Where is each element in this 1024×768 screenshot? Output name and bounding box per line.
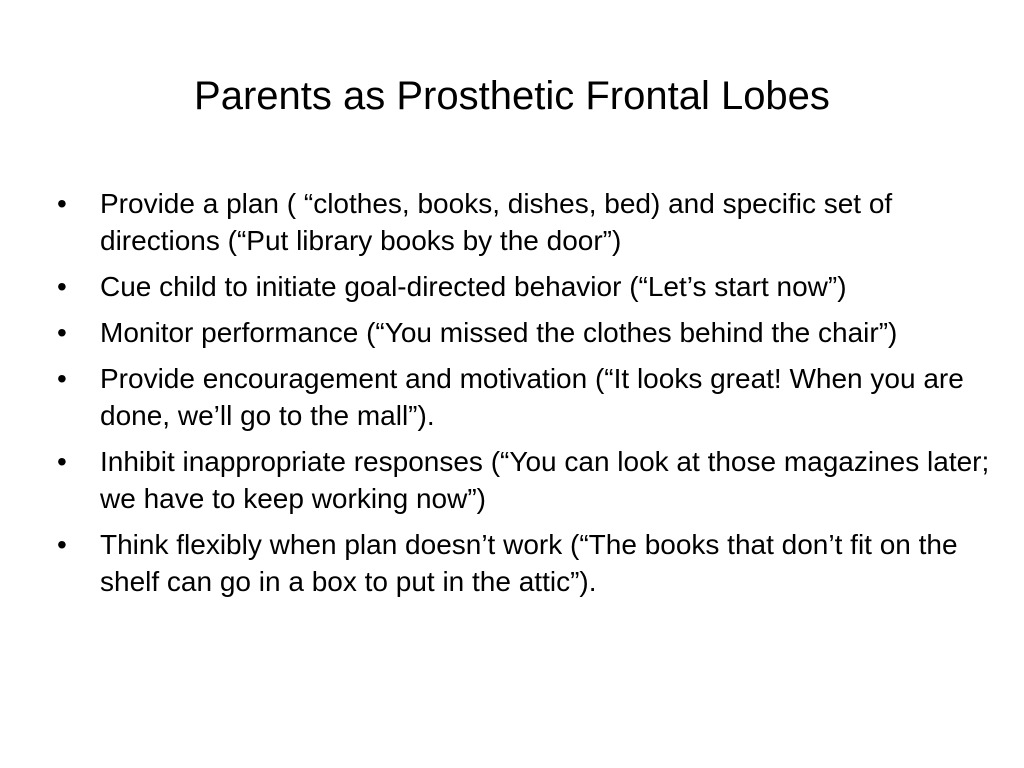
bullet-text: Monitor performance (“You missed the clothes behind the chair”): [100, 317, 898, 348]
bullet-text: Inhibit inappropriate responses (“You can look at those magazines later; we have to keep working now”): [100, 446, 990, 514]
list-item: [57, 443, 1007, 517]
bullet-text: Think flexibly when plan doesn’t work (“The books that don’t fit on the shelf can go in a box to put in the attic”).: [100, 529, 958, 597]
bullet-icon: •: [57, 188, 67, 219]
bullet-text: Provide a plan ( “clothes, books, dishes, bed) and specific set of directions (“Put library books by the door”): [100, 188, 893, 256]
bullet-text: Provide encouragement and motivation (“It looks great! When you are done, we’ll go to the mall”).: [100, 363, 964, 431]
list-item: [57, 526, 1007, 600]
bullet-icon: •: [57, 363, 67, 394]
bullet-icon: •: [57, 529, 67, 560]
bullet-icon: •: [57, 446, 67, 477]
bullet-icon: •: [57, 317, 67, 348]
bullet-icon: •: [57, 271, 67, 302]
list-item: [57, 360, 1007, 434]
bullet-list: [57, 185, 1007, 609]
bullet-text: Cue child to initiate goal-directed behavior (“Let’s start now”): [100, 271, 847, 302]
list-item: [57, 314, 1007, 351]
list-item: [57, 185, 1007, 259]
list-item: [57, 268, 1007, 305]
slide-title: Parents as Prosthetic Frontal Lobes: [194, 74, 830, 118]
